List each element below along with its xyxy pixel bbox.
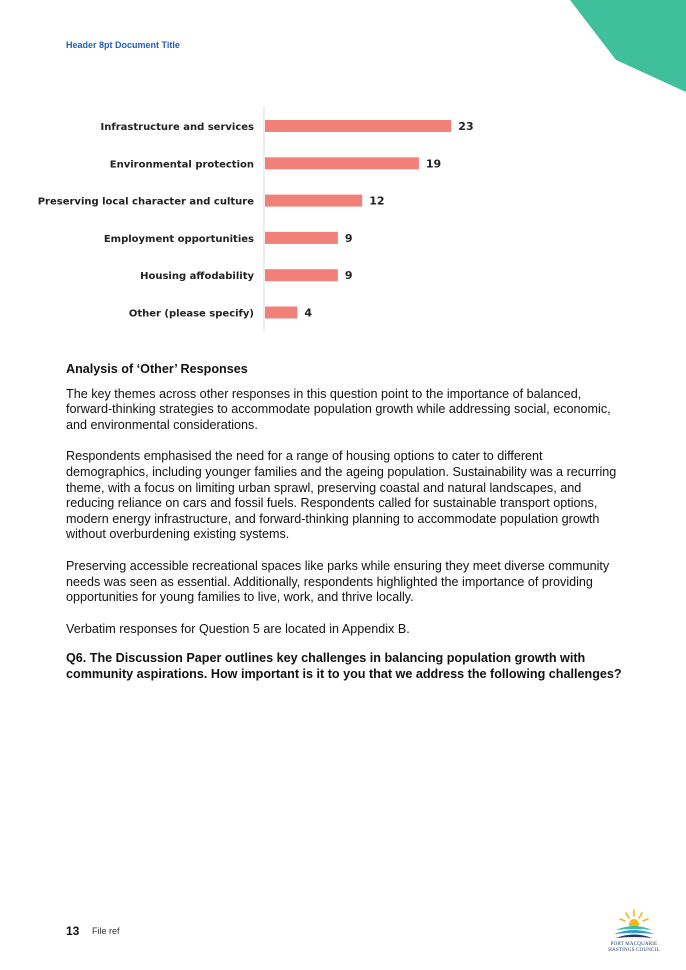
category-label: Environmental protection — [109, 159, 254, 171]
logo-text-line-1: PORT MACQUARIE — [610, 942, 658, 947]
bar — [265, 195, 362, 207]
logo-text-line-2: HASTINGS COUNCIL — [608, 948, 660, 953]
category-label: Preserving local character and culture — [37, 196, 254, 208]
corner-accent-shape — [566, 0, 686, 92]
council-logo-text — [596, 942, 672, 954]
category-label: Housing affodability — [140, 271, 254, 283]
main-content — [66, 362, 626, 699]
paragraph-1: The key themes across other responses in this question point to the importance of balanced, forward-thinking strategies to accommodate population growth while addressing social, economic, and environmental considerations. — [66, 386, 611, 432]
paragraph-3: Preserving accessible recreational spaces like parks while ensuring they meet diverse community needs was seen as essential. Additionally, respondents highlighted the importance of providing opportunities for young families to live, work, and thrive locally. — [66, 558, 610, 605]
bar — [265, 269, 338, 281]
file-ref: File ref — [92, 926, 120, 936]
bar — [265, 232, 338, 244]
bar-chart — [37, 106, 480, 336]
paragraph-2: Respondents emphasised the need for a range of housing options to cater to different demographics, including younger families and the ageing population. Sustainability was a recurring theme, with a focus on limiting urban sprawl, preserving coastal and natural landscapes, and reducing reliance on cars and fossil fuels. Respondents called for sustainable transport options, modern energy infrastructure, and forward-thinking planning to accommodate population growth without overburdening existing systems. — [66, 449, 617, 542]
category-label: Infrastructure and services — [100, 122, 254, 133]
bar — [265, 120, 451, 132]
bar — [265, 157, 419, 169]
category-label: Other (please specify) — [128, 308, 254, 320]
header-document-title: Header 8pt Document Title — [66, 40, 180, 50]
data-label: 9 — [344, 231, 353, 245]
question-text: Q6. The Discussion Paper outlines key challenges in balancing population growth with community aspirations. How important is it to you that we address the following challenges? — [66, 651, 622, 681]
data-label: 4 — [304, 306, 313, 320]
category-label: Employment opportunities — [103, 233, 254, 245]
bar — [265, 307, 297, 319]
data-label: 23 — [458, 120, 474, 133]
data-label: 19 — [425, 157, 442, 171]
data-label: 9 — [344, 269, 353, 283]
data-label: 12 — [369, 194, 385, 208]
section-heading: Analysis of ‘Other’ Responses — [66, 362, 248, 376]
page-number: 13 — [66, 924, 80, 938]
paragraph-4: Verbatim responses for Question 5 are located in Appendix B. — [66, 621, 410, 636]
